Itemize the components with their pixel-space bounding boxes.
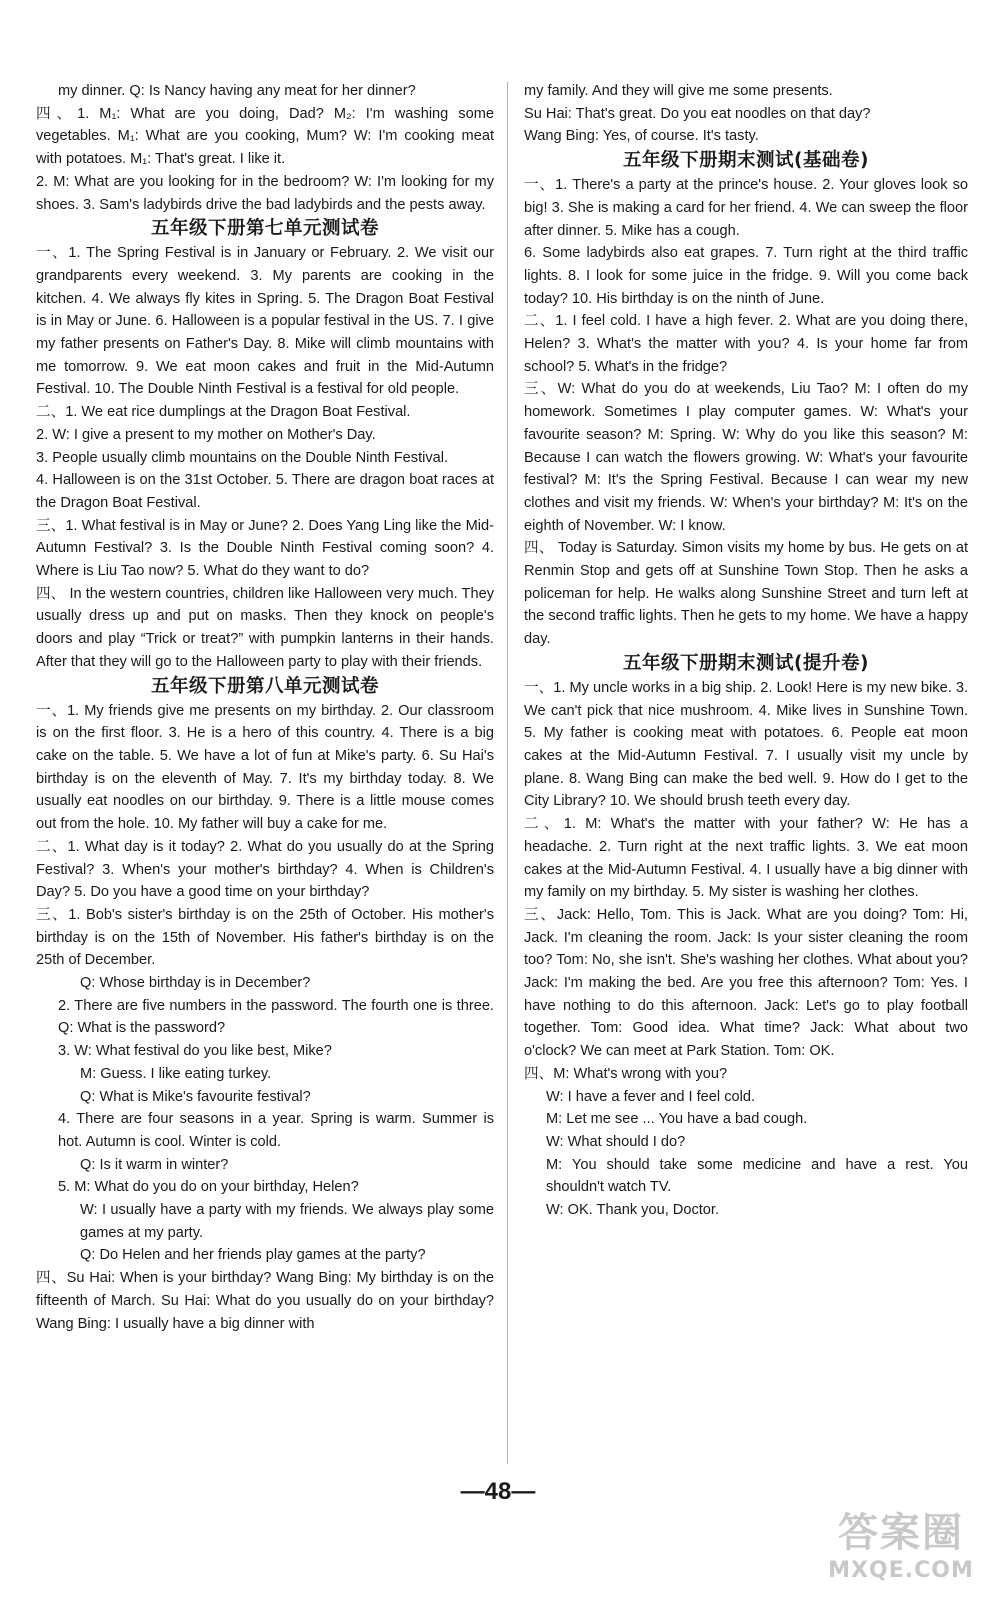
watermark-bottom: MXQE.COM <box>828 1558 974 1583</box>
section-title: 五年级下册期末测试(基础卷) <box>623 150 869 172</box>
watermark-top: 答案圈 <box>838 1510 964 1556</box>
section-title: 五年级下册第八单元测试卷 <box>150 675 379 697</box>
answer-paragraph: 一、1. There's a party at the prince's house. 2. Your gloves look so big! 3. She is making a card for her friend. 4. We can sweep the floor after dinner. 5. Mike has a cough. <box>524 177 968 239</box>
answer-paragraph: 三、1. What festival is in May or June? 2. Does Yang Ling like the Mid-Autumn Festival? 3. Is the Double Ninth Festival coming soon? 4. Where is Liu Tao now? 5. What do they want to do? <box>36 517 494 580</box>
page-number: —48— <box>460 1478 536 1505</box>
answer-paragraph: W: What should I do? <box>546 1133 686 1150</box>
answer-paragraph: 2. M: What are you looking for in the bedroom? W: I'm looking for my shoes. 3. Sam's ladybirds drive the bad ladybirds and the pests away. <box>36 173 494 213</box>
answer-paragraph: Q: Whose birthday is in December? <box>80 975 311 992</box>
answer-paragraph: 三、Jack: Hello, Tom. This is Jack. What are you doing? Tom: Hi, Jack. I'm cleaning the room. Jack: Is your sister cleaning the room too? Tom: No, she isn't. She's washing her clothes. What about you? Jack: I'm making the bed. Are you free this afternoon? Tom: Yes. I have nothing to do this afternoon. Jack: Let's go to play football together. Tom: Good idea. What time? Jack: What about two o'clock? We can meet at Park Station. Tom: OK. <box>524 906 968 1060</box>
right-column <box>524 80 968 1222</box>
answer-paragraph: 5. M: What do you do on your birthday, Helen? <box>58 1179 359 1196</box>
answer-paragraph: 2. W: I give a present to my mother on Mother's Day. <box>36 426 376 443</box>
answer-paragraph: M: You should take some medicine and have a rest. You shouldn't watch TV. <box>546 1156 968 1196</box>
answer-paragraph: 二、1. We eat rice dumplings at the Dragon Boat Festival. <box>36 404 411 421</box>
answer-paragraph: 3. W: What festival do you like best, Mike? <box>58 1043 332 1060</box>
answer-paragraph: 三、W: What do you do at weekends, Liu Tao? M: I often do my homework. Sometimes I play computer games. W: What's your favourite season? M: Spring. W: Why do you like this season? M: Because I can watch the flowers growing. W: What's your favourite festival? M: It's the Spring Festival. Because I can wear my new clothes and visit my friends. W: When's your birthday? M: It's on the eighth of November. W: I know. <box>524 381 968 534</box>
answer-paragraph: 二、1. What day is it today? 2. What do you usually do at the Spring Festival? 3. When's your mother's birthday? 4. When is Children's Day? 5. Do you have a good time on your birthday? <box>36 838 494 901</box>
answer-paragraph: my dinner. Q: Is Nancy having any meat for her dinner? <box>58 83 416 99</box>
left-column <box>36 80 494 1335</box>
answer-paragraph: 四、 Today is Saturday. Simon visits my home by bus. He gets on at Renmin Stop and gets off at Sunshine Town Stop. Then he asks a policeman for help. He walks along Sunshine Street and turn left at the second traffic lights. Then he gets to my home. We have a happy day. <box>524 540 968 648</box>
answer-paragraph: W: I usually have a party with my friends. We always play some games at my party. <box>80 1202 494 1241</box>
answer-paragraph: 4. There are four seasons in a year. Spring is warm. Summer is hot. Autumn is cool. Winter is cold. <box>58 1111 494 1150</box>
section-title: 五年级下册期末测试(提升卷) <box>623 652 869 674</box>
answer-paragraph: 6. Some ladybirds also eat grapes. 7. Turn right at the third traffic lights. 8. I look for some juice in the fridge. 9. Will you come back today? 10. His birthday is on the ninth of June. <box>524 245 968 307</box>
answer-paragraph: 三、1. Bob's sister's birthday is on the 25th of October. His mother's birthday is on the 15th of November. His father's birthday is on the 25th of December. <box>36 906 494 969</box>
answer-paragraph: 二、1. I feel cold. I have a high fever. 2. What are you doing there, Helen? 3. What's the matter with you? 4. Is your home far from school? 5. What's in the fridge? <box>524 313 968 375</box>
answer-paragraph: W: OK. Thank you, Doctor. <box>546 1202 720 1219</box>
column-divider <box>507 82 508 1464</box>
answer-paragraph: 2. There are five numbers in the password. The fourth one is three. Q: What is the password? <box>58 997 494 1037</box>
answer-paragraph: 3. People usually climb mountains on the Double Ninth Festival. <box>36 449 449 466</box>
section-title: 五年级下册第七单元测试卷 <box>150 218 379 240</box>
answer-paragraph: 四、Su Hai: When is your birthday? Wang Bing: My birthday is on the fifteenth of March. Su Hai: What do you usually do on your birthday? Wang Bing: I usually have a big dinner with <box>36 1270 494 1332</box>
answer-paragraph: Q: Is it warm in winter? <box>80 1156 229 1173</box>
answer-paragraph: my family. And they will give me some presents. <box>524 83 833 99</box>
answer-paragraph: W: I have a fever and I feel cold. <box>546 1088 756 1105</box>
answer-paragraph: Q: Do Helen and her friends play games at the party? <box>80 1247 426 1264</box>
answer-paragraph: M: Guess. I like eating turkey. <box>80 1065 272 1082</box>
answer-paragraph: 一、1. My uncle works in a big ship. 2. Look! Here is my new bike. 3. We can't pick that nice mushroom. 4. Mike lives in Sunshine Town. 5. My father is cooking meat with potatoes. 6. People eat moon cakes at the Mid-Autumn Festival. 7. I usually visit my uncle by plane. 8. Wang Bing can make the bed well. 9. How do I get to the City Library? 10. We should brush teeth every day. <box>524 679 968 810</box>
answer-paragraph: 二、1. M: What's the matter with your father? W: He has a headache. 2. Turn right at the next traffic lights. 3. We eat moon cakes at the Mid-Autumn Festival. 4. I usually have a big dinner with my family on my birthday. 5. My sister is washing her clothes. <box>524 816 968 901</box>
answer-paragraph: 一、1. The Spring Festival is in January or February. 2. We visit our grandparents every weekend. 3. My parents are cooking in the kitchen. 4. We always fly kites in Spring. 5. The Dragon Boat Festival is in May or June. 6. Halloween is a popular festival in the US. 7. I give my father presents on Father's Day. 8. Mike will climb mountains with me tomorrow. 9. We eat moon cakes and fruit in the Mid-Autumn Festival. 10. The Double Ninth Festival is a festival for old people. <box>36 245 494 398</box>
answer-paragraph: 4. Halloween is on the 31st October. 5. There are dragon boat races at the Dragon Boat Festival. <box>36 472 494 511</box>
answer-paragraph: Wang Bing: Yes, of course. It's tasty. <box>524 128 759 145</box>
answer-paragraph: M: Let me see ... You have a bad cough. <box>546 1111 808 1128</box>
watermark-logo <box>826 1508 976 1594</box>
answer-paragraph: 四、1. M₁: What are you doing, Dad? M₂: I'm washing some vegetables. M₁: What are you cooking, Mum? W: I'm cooking meat with potatoes. M₁: That's great. I like it. <box>36 105 494 168</box>
answer-paragraph: Su Hai: That's great. Do you eat noodles on that day? <box>524 105 871 122</box>
answer-paragraph: 一、1. My friends give me presents on my birthday. 2. Our classroom is on the first floor. 3. He is a hero of this country. 4. There is a big cake on the table. 5. We have a lot of fun at Mike's party. 6. Su Hai's birthday is on the eleventh of May. 7. It's my birthday today. 8. We usually eat noodles on our birthday. 9. There is a little mouse comes out from the hole. 10. My father will buy a cake for me. <box>36 702 494 833</box>
answer-paragraph: 四、 In the western countries, children like Halloween very much. They usually dress up and put on masks. Then they knock on people's doors and play “Trick or treat?” with pumpkin lanterns in their hands. After that they will go to the Halloween party to play with their friends. <box>36 585 494 670</box>
answer-paragraph: 四、M: What's wrong with you? <box>524 1065 728 1082</box>
answer-paragraph: Q: What is Mike's favourite festival? <box>80 1088 311 1105</box>
